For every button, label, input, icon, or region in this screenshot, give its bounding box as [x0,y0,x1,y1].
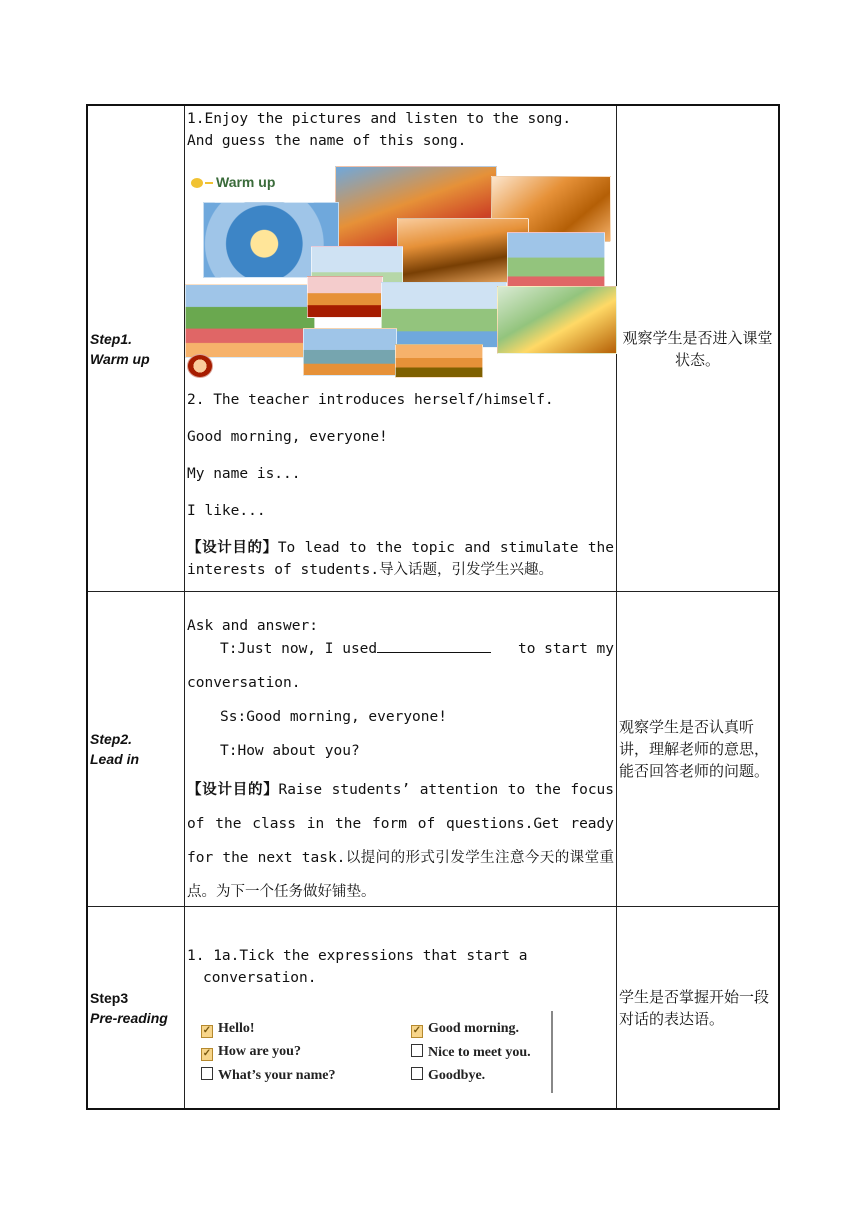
design-purpose [187,773,614,909]
purpose-label: 【设计目的】 [187,540,278,556]
activity-cell [185,592,617,907]
checked-box-icon [201,1025,213,1038]
warm-up-label: Warm up [191,174,275,190]
observation-cell [617,592,780,907]
design-purpose [187,537,614,581]
checklist-item: ✓Hello! [201,1021,255,1038]
activity-line: Ask and answer: [187,618,318,634]
empty-box-icon [411,1067,423,1080]
step-title: Step3 [90,989,129,1006]
activity-line: My name is... [187,466,301,482]
picture-tile [381,282,507,348]
purpose-label: 【设计目的】 [187,782,279,798]
step-subtitle: Warm up [90,350,150,367]
empty-box-icon [201,1067,213,1080]
expressions-checklist [197,1011,553,1093]
checked-box-icon [201,1048,213,1061]
activity-line: to start my [517,641,614,657]
activity-line: 1.Enjoy the pictures and listen to the song. [187,111,572,127]
picture-tile [497,286,617,354]
fill-in-blank [377,638,491,653]
image-divider [551,1011,553,1093]
picture-tile [507,232,605,288]
picture-tile [303,328,397,376]
step-title: Step1. [90,330,133,347]
table-row [87,592,779,907]
step-subtitle: Pre-reading [90,1009,168,1026]
observation-cell [617,907,780,1110]
observation-text: 观察学生是否进入课堂状态。 [622,328,773,369]
checklist-item: ✓How are you? [201,1044,301,1061]
activity-line: 1. 1a.Tick the expressions that start a [187,948,528,964]
activity-line: T:How about you? [220,743,360,759]
warm-up-picture-collage [185,166,615,376]
activity-line: Ss:Good morning, everyone! [220,709,447,725]
observation-cell [617,105,780,592]
picture-tile [187,354,213,378]
purpose-text: Raise students’ attention to the focus of the class in the form of questions.Get ready for the next task. [187,782,615,866]
activity-line: I like... [187,503,266,519]
observation-text: 学生是否掌握开始一段对话的表达语。 [619,987,770,1028]
step-cell [87,105,185,592]
step-cell [87,592,185,907]
purpose-text: To lead to the topic and stimulate the interests of students. [187,540,615,578]
step-subtitle: Lead in [90,751,140,767]
purpose-text-cn: 以提问的形式引发学生注意今天的课堂重点。为下一个任务做好铺垫。 [187,850,614,900]
activity-line: conversation. [187,675,301,691]
lesson-plan-table [86,104,780,1110]
empty-box-icon [411,1044,423,1057]
checked-box-icon [411,1025,423,1038]
table-row [87,105,779,592]
bullet-icon [191,178,203,188]
activity-line: And guess the name of this song. [187,133,467,149]
checklist-item: What’s your name? [201,1067,335,1084]
picture-tile [185,284,315,358]
step-cell [87,907,185,1110]
observation-text: 观察学生是否认真听讲，理解老师的意思，能否回答老师的问题。 [619,718,770,780]
checklist-item: Nice to meet you. [411,1044,531,1061]
activity-line: conversation. [203,970,317,986]
activity-line: 2. The teacher introduces herself/himself. [187,392,554,408]
step-title: Step2. [90,731,133,747]
activity-line: Good morning, everyone! [187,429,388,445]
activity-line: T:Just now, I used [220,638,491,660]
table-row [87,907,779,1110]
purpose-text-cn: 导入话题，引发学生兴趣。 [379,562,554,578]
checklist-item: Goodbye. [411,1067,485,1084]
activity-cell [185,907,617,1110]
activity-cell [185,105,617,592]
picture-tile [395,344,483,378]
checklist-item: ✓ Good morning. [411,1021,519,1038]
picture-tile [307,276,383,318]
